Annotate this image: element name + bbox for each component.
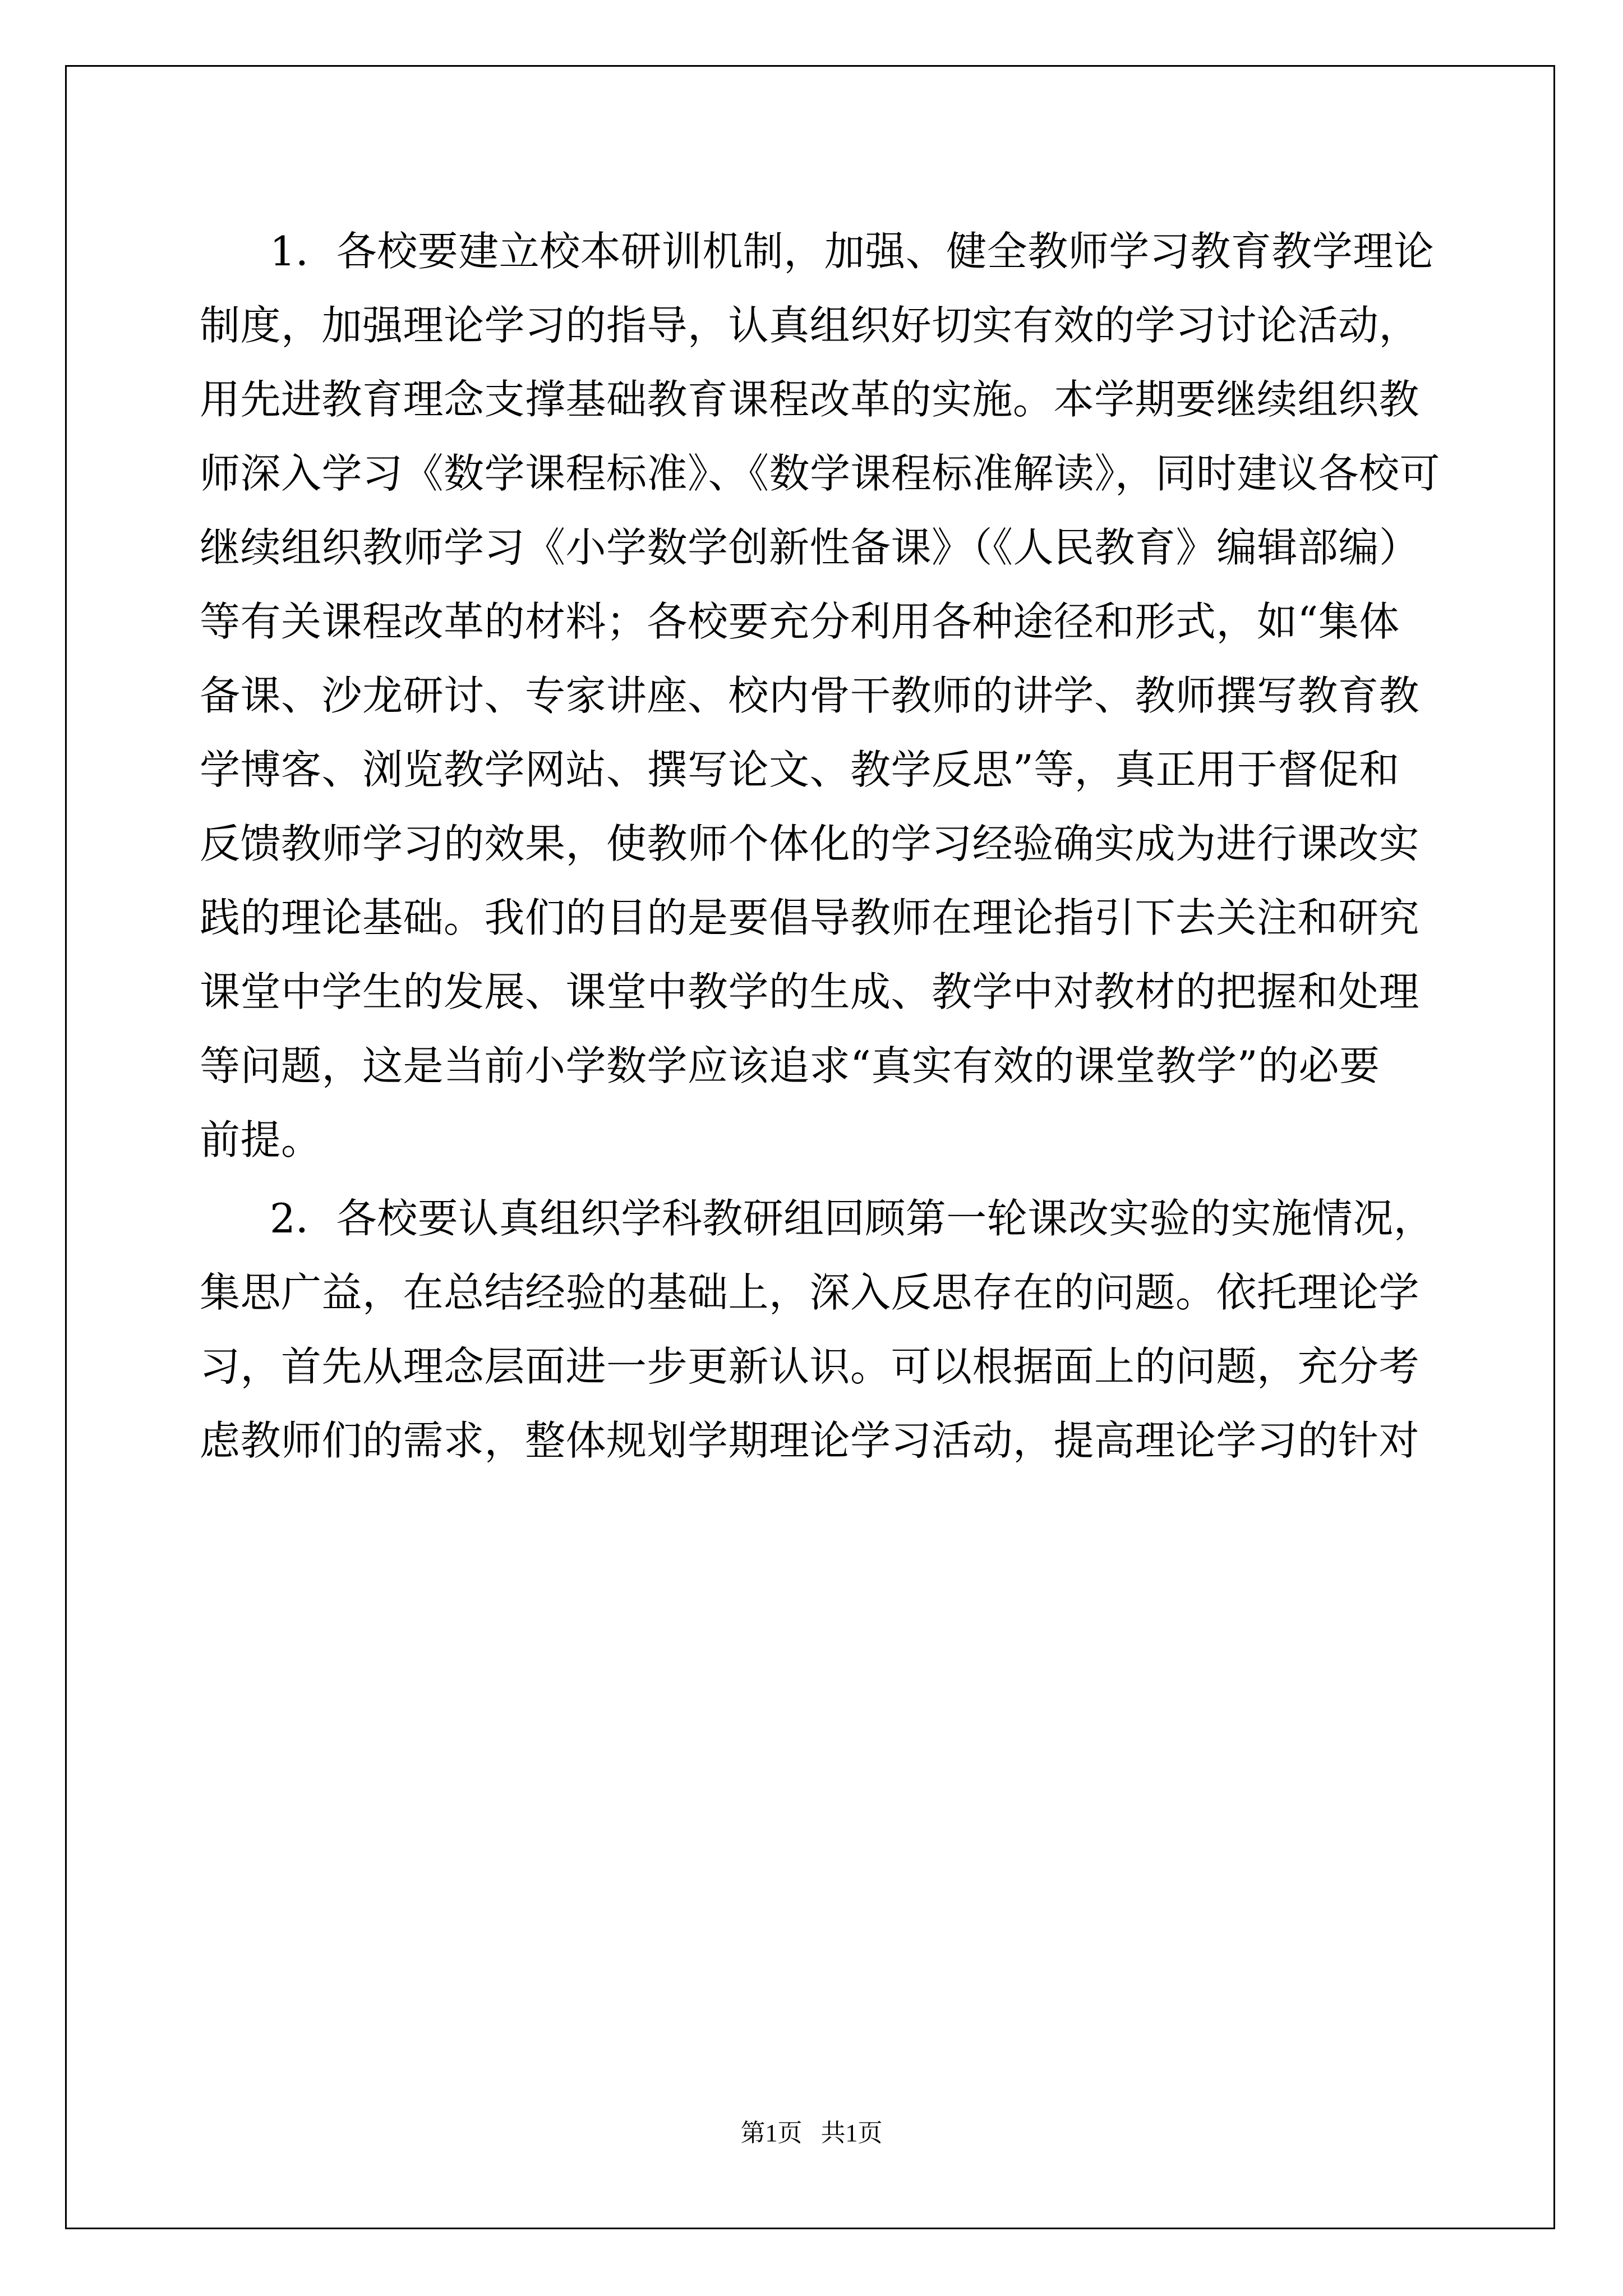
paragraph-line: 课堂中学生的发展、课堂中教学的生成、教学中对教材的把握和处理 [200,968,1420,1015]
paragraph-line: 师深入学习《数学课程标准》、《数学课程标准解读》，同时建议各校可 [200,450,1441,497]
page-footer: 第1页 共1页 [740,2119,883,2147]
paragraph-line: 等问题，这是当前小学数学应该追求“真实有效的课堂教学”的必要 [200,1042,1380,1089]
paragraph-line: 2．各校要认真组织学科教研组回顾第一轮课改实验的实施情况， [270,1195,1435,1242]
paragraph-line: 前提。 [200,1116,322,1163]
paragraph-line: 制度，加强理论学习的指导，认真组织好切实有效的学习讨论活动， [200,302,1420,349]
paragraph-line: 等有关课程改革的材料；各校要充分利用各种途径和形式，如“集体 [200,598,1400,645]
paragraph-line: 用先进教育理念支撑基础教育课程改革的实施。本学期要继续组织教 [200,376,1420,423]
paragraph-line: 备课、沙龙研讨、专家讲座、校内骨干教师的讲学、教师撰写教育教 [200,672,1420,719]
paragraph-line: 虑教师们的需求，整体规划学期理论学习活动，提高理论学习的针对 [200,1417,1420,1464]
paragraph-line: 继续组织教师学习《小学数学创新性备课》（《人民教育》编辑部编） [200,524,1420,571]
paragraph-line: 学博客、浏览教学网站、撰写论文、教学反思”等，真正用于督促和 [200,746,1400,793]
paragraph-line: 践的理论基础。我们的目的是要倡导教师在理论指引下去关注和研究 [200,894,1420,941]
paragraph-line: 反馈教师学习的效果，使教师个体化的学习经验确实成为进行课改实 [200,820,1420,867]
paragraph-line: 1．各校要建立校本研训机制，加强、健全教师学习教育教学理论 [270,228,1435,275]
paragraph-line: 集思广益，在总结经验的基础上，深入反思存在的问题。依托理论学 [200,1269,1420,1316]
paragraph-line: 习，首先从理念层面进一步更新认识。可以根据面上的问题，充分考 [200,1343,1420,1390]
